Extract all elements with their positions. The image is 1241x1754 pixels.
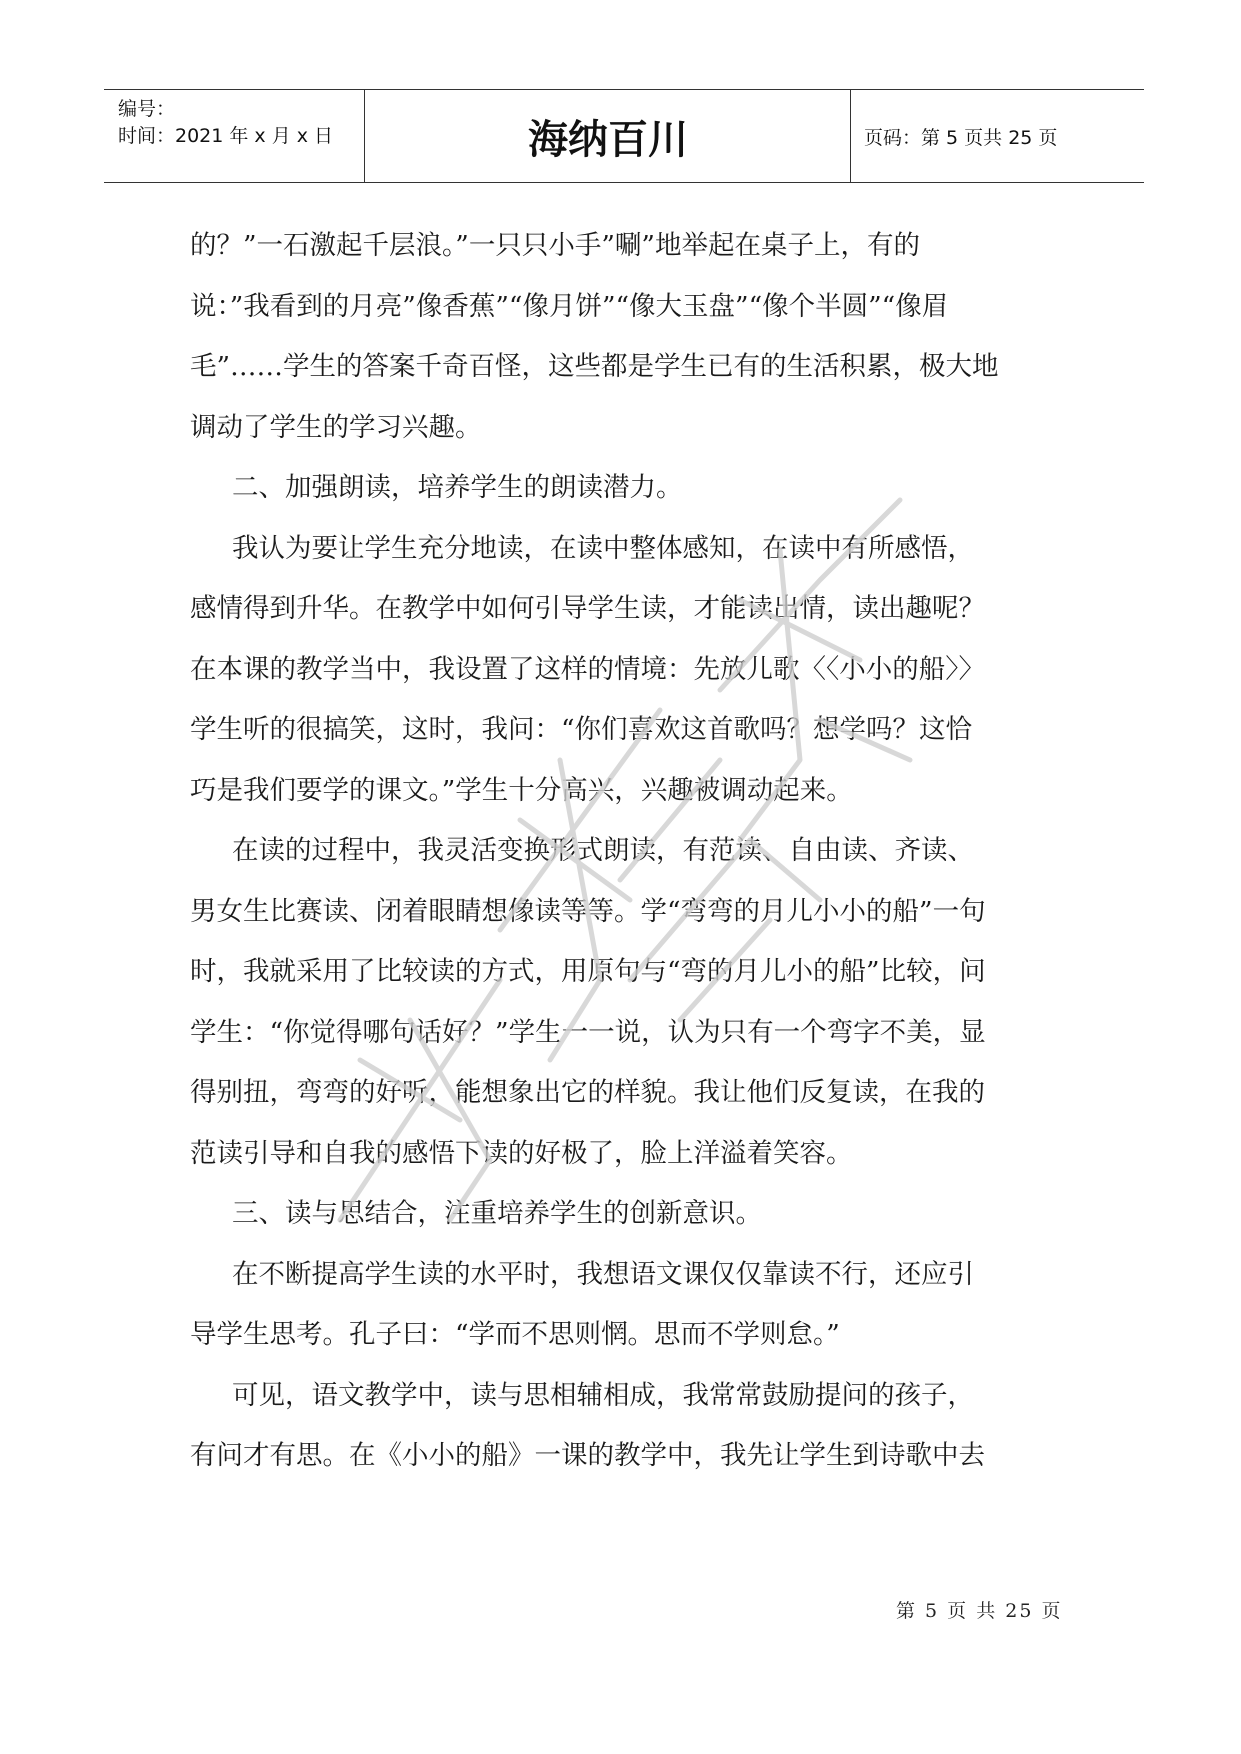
text-line: 男女生比赛读、闭着眼睛想像读等等。学“弯弯的月儿小小的船”一句 (190, 895, 986, 927)
text-line: 有问才有思。在《小小的船》一课的教学中，我先让学生到诗歌中去 (190, 1440, 985, 1471)
text-line: 说：”我看到的月亮”像香蕉”“像月饼”“像大玉盘”“像个半圆”“像眉 (190, 290, 949, 322)
header-meta (118, 96, 333, 150)
text-line: 毛”……学生的答案千奇百怪，这些都是学生已有的生活积累，极大地 (190, 351, 999, 382)
text-line: 学生：“你觉得哪句话好？”学生一一说，认为只有一个弯字不美，显 (190, 1016, 986, 1048)
text-line: 在本课的教学当中，我设置了这样的情境：先放儿歌〈〈小小的船〉〉 (190, 653, 985, 685)
text-line: 感情得到升华。在教学中如何引导学生读，才能读出情，读出趣呢？ (190, 593, 985, 624)
header-divider (850, 90, 851, 182)
page-footer: 第 5 页 共 25 页 (896, 1600, 1063, 1622)
header-title: 海纳百川 (528, 116, 688, 163)
text-line: 范读引导和自我的感悟下读的好极了，脸上洋溢着笑容。 (190, 1137, 853, 1169)
text-line: 学生听的很搞笑，这时，我问：“你们喜欢这首歌吗？想学吗？这恰 (190, 714, 973, 745)
section-heading: 三、读与思结合，注重培养学生的创新意识。 (232, 1198, 762, 1229)
text-line: 的？”一石激起千层浪。”一只只小手”唰”地举起在桌子上，有的 (190, 230, 920, 261)
document-time-label: 时间：2021 年 x 月 x 日 (118, 125, 334, 147)
page-header (104, 89, 1144, 183)
document-number-label: 编号： (118, 98, 176, 120)
document-body (190, 216, 1050, 1487)
text-line: 导学生思考。孔子曰：“学而不思则惘。思而不学则怠。” (190, 1319, 840, 1350)
header-page-label: 页码：第 5 页共 25 页 (864, 126, 1058, 149)
text-line: 在读的过程中，我灵活变换形式朗读，有范读、自由读、齐读、 (232, 835, 974, 866)
text-line: 巧是我们要学的课文。”学生十分高兴，兴趣被调动起来。 (190, 774, 853, 806)
section-heading: 二、加强朗读，培养学生的朗读潜力。 (232, 472, 683, 503)
text-line: 在不断提高学生读的水平时，我想语文课仅仅靠读不行，还应引 (232, 1258, 974, 1290)
text-line: 时，我就采用了比较读的方式，用原句与“弯的月儿小的船”比较，问 (190, 956, 986, 987)
text-line: 可见，语文教学中，读与思相辅相成，我常常鼓励提问的孩子， (232, 1379, 974, 1411)
text-line: 调动了学生的学习兴趣。 (190, 411, 482, 443)
header-divider (364, 90, 365, 182)
text-line: 得别扭，弯弯的好听，能想象出它的样貌。我让他们反复读，在我的 (190, 1077, 985, 1108)
text-line: 我认为要让学生充分地读，在读中整体感知，在读中有所感悟， (232, 532, 974, 564)
